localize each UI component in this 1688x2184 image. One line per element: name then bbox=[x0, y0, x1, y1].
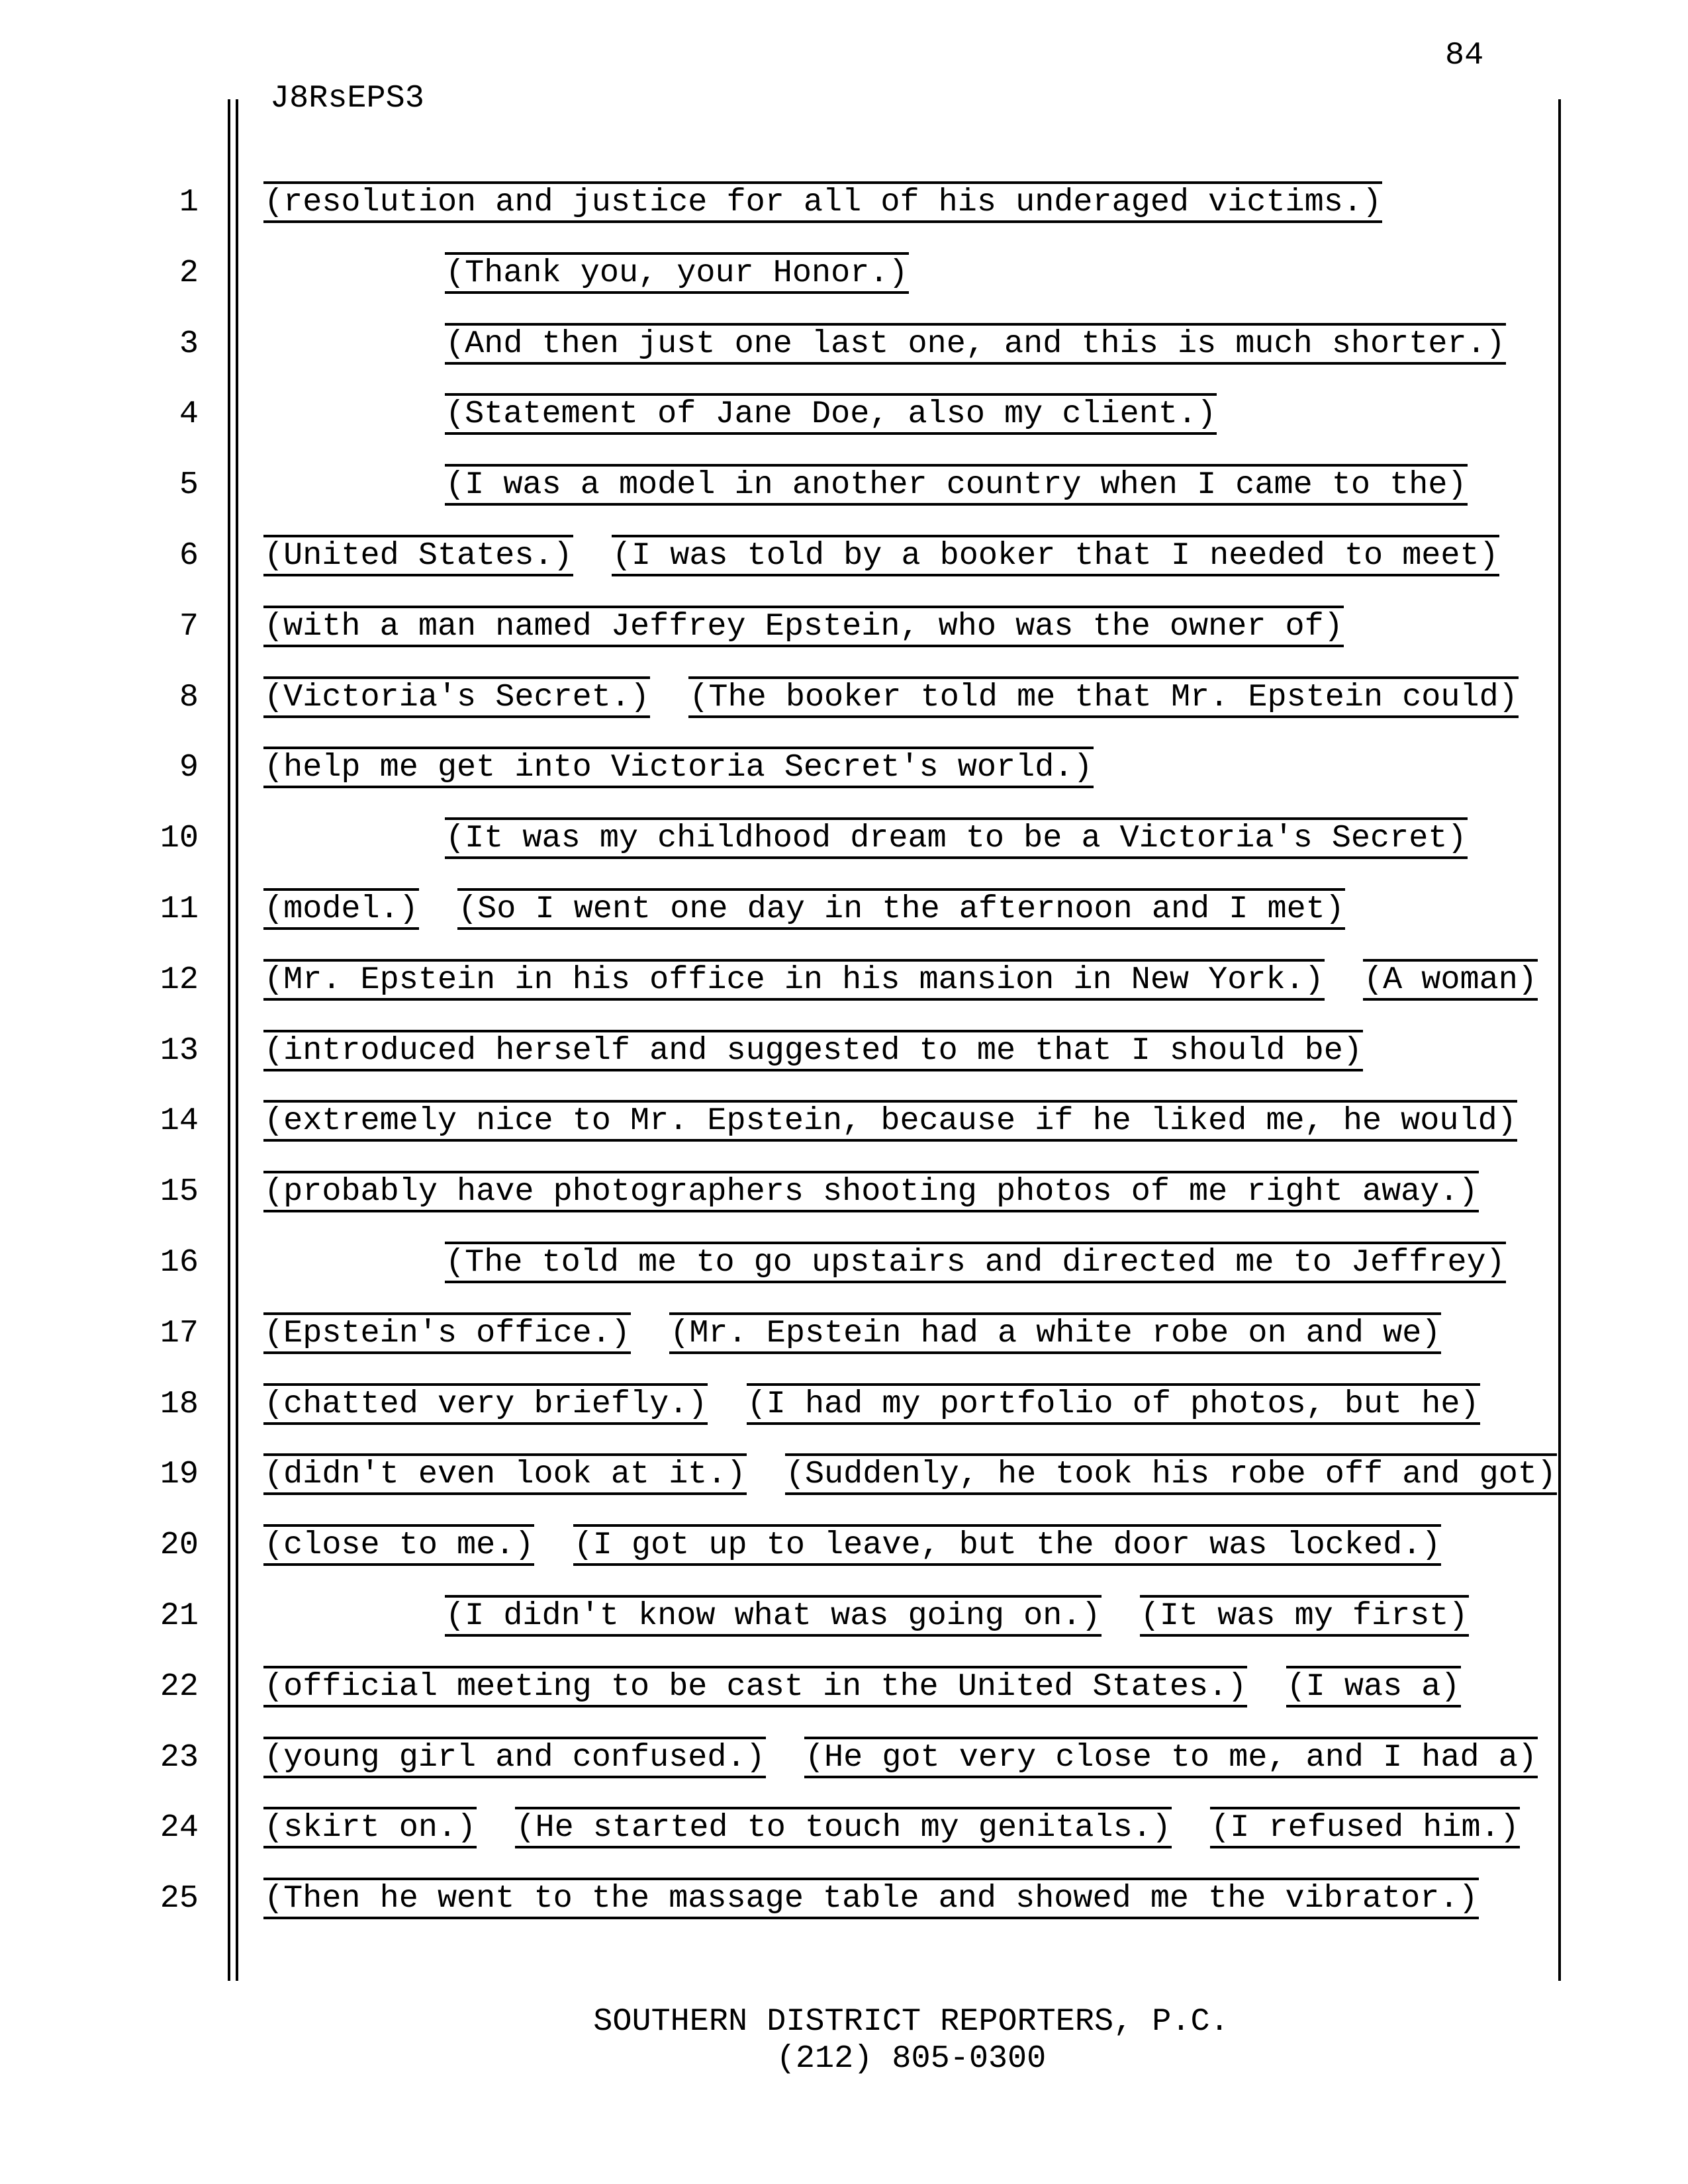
line-number: 18 bbox=[160, 1386, 199, 1422]
line-number: 3 bbox=[179, 326, 199, 362]
line-number: 7 bbox=[179, 608, 199, 645]
transcript-header-code: J8RsEPS3 bbox=[270, 80, 424, 116]
sealed-text-segment: (And then just one last one, and this is much shorter.) bbox=[445, 323, 1506, 365]
sealed-text-segment: (Thank you, your Honor.) bbox=[445, 252, 909, 294]
line-text bbox=[263, 1315, 1441, 1351]
line-number: 9 bbox=[179, 749, 199, 786]
segment-gap bbox=[573, 537, 612, 574]
sealed-text-segment: (I was a model in another country when I came to the) bbox=[445, 464, 1468, 506]
sealed-text-segment: (So I went one day in the afternoon and I met) bbox=[457, 888, 1345, 930]
line-number: 6 bbox=[179, 537, 199, 574]
sealed-text-segment: (model.) bbox=[263, 888, 419, 930]
segment-gap bbox=[534, 1527, 573, 1563]
segment-gap bbox=[650, 679, 688, 715]
line-text bbox=[263, 1456, 1557, 1492]
line-number: 13 bbox=[160, 1032, 199, 1069]
line-text bbox=[263, 255, 909, 291]
footer-reporter-name: SOUTHERN DISTRICT REPORTERS, P.C. bbox=[593, 2003, 1229, 2040]
line-text bbox=[263, 467, 1468, 503]
line-text bbox=[263, 679, 1519, 715]
line-number: 2 bbox=[179, 255, 199, 291]
line-number: 22 bbox=[160, 1668, 199, 1705]
line-number: 23 bbox=[160, 1739, 199, 1776]
line-number: 8 bbox=[179, 679, 199, 715]
line-text bbox=[263, 1032, 1363, 1069]
sealed-text-segment: (United States.) bbox=[263, 535, 573, 576]
sealed-text-segment: (Victoria's Secret.) bbox=[263, 676, 650, 718]
line-text bbox=[263, 1173, 1479, 1210]
sealed-text-segment: (Then he went to the massage table and showed me the vibrator.) bbox=[263, 1878, 1479, 1919]
sealed-text-segment: (I was told by a booker that I needed to meet) bbox=[612, 535, 1499, 576]
segment-gap bbox=[631, 1315, 669, 1351]
right-margin-rule bbox=[1558, 99, 1561, 1981]
line-number: 24 bbox=[160, 1809, 199, 1846]
sealed-text-segment: (The told me to go upstairs and directed me to Jeffrey) bbox=[445, 1242, 1506, 1283]
left-margin-double-rule bbox=[228, 99, 238, 1981]
segment-gap bbox=[477, 1809, 515, 1846]
line-number: 5 bbox=[179, 467, 199, 503]
sealed-text-segment: (Suddenly, he took his robe off and got) bbox=[785, 1453, 1557, 1495]
reporter-footer bbox=[263, 2003, 1559, 2077]
line-text bbox=[263, 820, 1468, 856]
sealed-text-segment: (It was my childhood dream to be a Victoria's Secret) bbox=[445, 817, 1468, 859]
sealed-text-segment: (probably have photographers shooting photos of me right away.) bbox=[263, 1171, 1479, 1212]
line-text bbox=[263, 326, 1506, 362]
sealed-text-segment: (He started to touch my genitals.) bbox=[515, 1807, 1172, 1848]
line-text bbox=[263, 1386, 1480, 1422]
sealed-text-segment: (Statement of Jane Doe, also my client.) bbox=[445, 393, 1217, 435]
sealed-text-segment: (didn't even look at it.) bbox=[263, 1453, 747, 1495]
line-number: 12 bbox=[160, 962, 199, 998]
line-text bbox=[263, 1668, 1461, 1705]
line-text bbox=[263, 749, 1094, 786]
line-number: 17 bbox=[160, 1315, 199, 1351]
line-number: 10 bbox=[160, 820, 199, 856]
line-text bbox=[263, 184, 1382, 220]
line-number: 15 bbox=[160, 1173, 199, 1210]
line-text bbox=[263, 396, 1217, 432]
segment-gap bbox=[766, 1739, 804, 1776]
line-text bbox=[263, 608, 1344, 645]
segment-gap bbox=[1172, 1809, 1210, 1846]
line-number: 16 bbox=[160, 1244, 199, 1281]
sealed-text-segment: (Mr. Epstein had a white robe on and we) bbox=[669, 1312, 1441, 1354]
sealed-text-segment: (close to me.) bbox=[263, 1524, 534, 1566]
sealed-text-segment: (Mr. Epstein in his office in his mansion in New York.) bbox=[263, 959, 1325, 1001]
segment-gap bbox=[1102, 1598, 1140, 1634]
segment-gap bbox=[1247, 1668, 1286, 1705]
sealed-text-segment: (young girl and confused.) bbox=[263, 1737, 766, 1778]
page-number: 84 bbox=[1445, 37, 1484, 73]
line-text bbox=[263, 1598, 1469, 1634]
line-number: 20 bbox=[160, 1527, 199, 1563]
line-text bbox=[263, 891, 1345, 927]
line-text bbox=[263, 1739, 1538, 1776]
line-number: 4 bbox=[179, 396, 199, 432]
sealed-text-segment: (with a man named Jeffrey Epstein, who was the owner of) bbox=[263, 606, 1344, 647]
line-number: 1 bbox=[179, 184, 199, 220]
sealed-text-segment: (skirt on.) bbox=[263, 1807, 477, 1848]
line-number: 14 bbox=[160, 1103, 199, 1139]
footer-phone-number: (212) 805-0300 bbox=[776, 2040, 1047, 2077]
segment-gap bbox=[708, 1386, 746, 1422]
sealed-text-segment: (official meeting to be cast in the United States.) bbox=[263, 1666, 1247, 1707]
line-text bbox=[263, 537, 1499, 574]
line-text bbox=[263, 1244, 1506, 1281]
sealed-text-segment: (He got very close to me, and I had a) bbox=[804, 1737, 1538, 1778]
line-text bbox=[263, 1880, 1479, 1917]
sealed-text-segment: (I got up to leave, but the door was locked.) bbox=[573, 1524, 1442, 1566]
line-text bbox=[263, 962, 1538, 998]
sealed-text-segment: (resolution and justice for all of his underaged victims.) bbox=[263, 181, 1382, 223]
line-number: 11 bbox=[160, 891, 199, 927]
segment-gap bbox=[1325, 962, 1363, 998]
sealed-text-segment: (A woman) bbox=[1363, 959, 1538, 1001]
sealed-text-segment: (I was a) bbox=[1286, 1666, 1461, 1707]
line-text bbox=[263, 1103, 1517, 1139]
sealed-text-segment: (chatted very briefly.) bbox=[263, 1383, 708, 1425]
sealed-text-segment: (I refused him.) bbox=[1210, 1807, 1520, 1848]
line-text bbox=[263, 1527, 1441, 1563]
sealed-text-segment: (extremely nice to Mr. Epstein, because if he liked me, he would) bbox=[263, 1100, 1517, 1142]
line-number: 21 bbox=[160, 1598, 199, 1634]
line-text bbox=[263, 1809, 1520, 1846]
sealed-text-segment: (introduced herself and suggested to me that I should be) bbox=[263, 1030, 1363, 1071]
sealed-text-segment: (It was my first) bbox=[1140, 1595, 1469, 1637]
line-number: 25 bbox=[160, 1880, 199, 1917]
sealed-text-segment: (Epstein's office.) bbox=[263, 1312, 631, 1354]
line-number: 19 bbox=[160, 1456, 199, 1492]
sealed-text-segment: (The booker told me that Mr. Epstein could) bbox=[688, 676, 1519, 718]
sealed-text-segment: (I didn't know what was going on.) bbox=[445, 1595, 1102, 1637]
segment-gap bbox=[747, 1456, 785, 1492]
segment-gap bbox=[419, 891, 457, 927]
sealed-text-segment: (help me get into Victoria Secret's world.) bbox=[263, 747, 1094, 788]
sealed-text-segment: (I had my portfolio of photos, but he) bbox=[747, 1383, 1480, 1425]
